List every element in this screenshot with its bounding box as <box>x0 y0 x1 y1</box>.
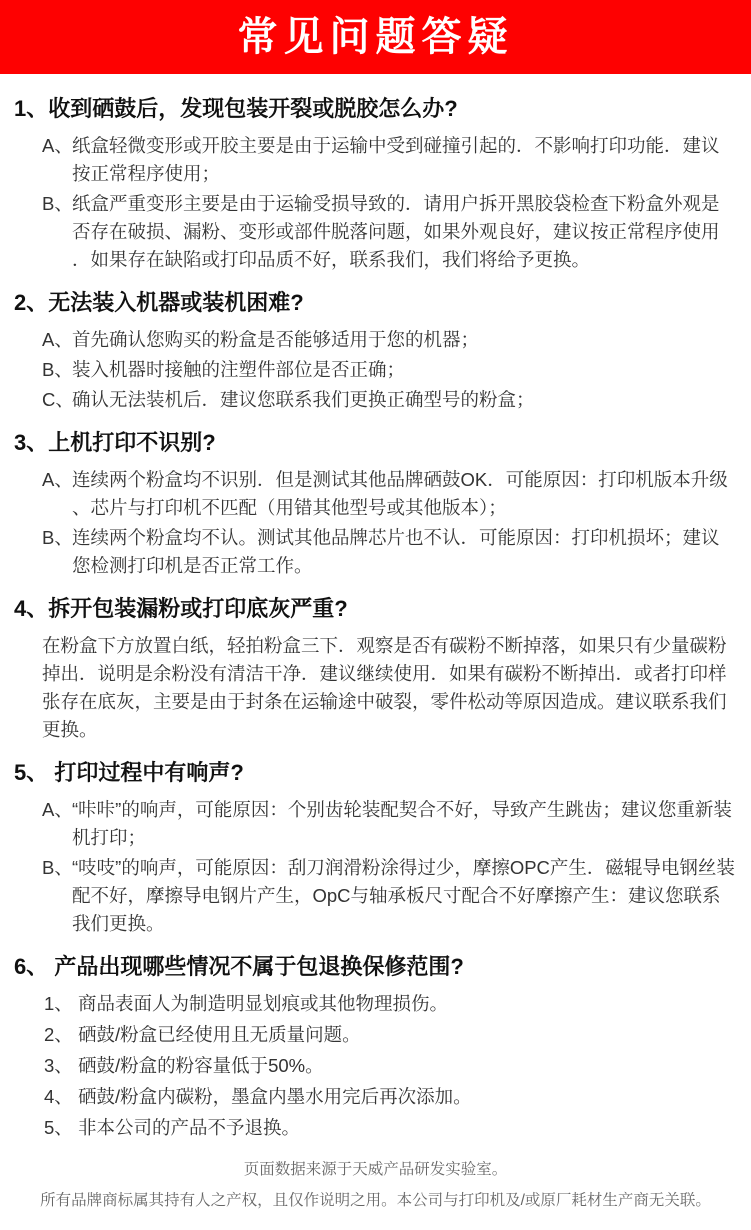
footer-trademark-disclaimer: 所有品牌商标属其持有人之产权，且仅作说明之用。本公司与打印机及/或原厂耗材生产商无关联。 <box>40 1192 711 1209</box>
answer-label: A、 <box>42 135 73 156</box>
answer-item <box>14 796 737 852</box>
answer-text: 纸盒轻微变形或开胶主要是由于运输中受到碰撞引起的．不影响打印功能．建议按正常程序使用； <box>72 135 720 184</box>
answer-text: 连续两个粉盒均不识别．但是测试其他品牌硒鼓OK．可能原因：打印机版本升级、芯片与打印机不匹配（用错其他型号或其他版本）； <box>72 469 728 518</box>
answer-label: A、 <box>42 329 73 350</box>
page-footer <box>0 1158 751 1230</box>
question-title: 5、 打印过程中有响声? <box>14 760 244 785</box>
footer-data-source-note: 页面数据来源于天威产品研发实验室。 <box>243 1161 508 1178</box>
answer-label: B、 <box>42 193 73 214</box>
faq-section-printing-noise <box>14 760 737 938</box>
answer-label: B、 <box>42 857 73 878</box>
answer-text: 确认无法装机后．建议您联系我们更换正确型号的粉盒； <box>72 389 535 410</box>
answer-text: “吱吱”的响声，可能原因：刮刀润滑粉涂得过少，摩擦OPC产生．磁辊导电钢丝装配不好，摩擦导电钢片产生，OpC与轴承板尺寸配合不好摩擦产生：建议您联系我们更换。 <box>72 857 735 934</box>
answer-item <box>14 190 737 274</box>
exclusion-item <box>14 1052 737 1080</box>
question-title: 6、 产品出现哪些情况不属于包退换保修范围? <box>14 954 464 979</box>
answer-text: 纸盒严重变形主要是由于运输受损导致的．请用户拆开黑胶袋检查下粉盒外观是否存在破损、漏粉、变形或部件脱落问题，如果外观良好，建议按正常程序使用．如果存在缺陷或打印品质不好，联系我们，我们将给予更换。 <box>72 193 720 270</box>
answer-item <box>14 386 737 414</box>
exclusion-text: 硒鼓/粉盒内碳粉，墨盒内墨水用完后再次添加。 <box>77 1086 472 1107</box>
answer-item <box>14 356 737 384</box>
answer-item <box>14 854 737 938</box>
exclusion-text: 硒鼓/粉盒的粉容量低于50%。 <box>77 1055 324 1076</box>
answer-item <box>14 132 737 188</box>
exclusion-item <box>14 990 737 1018</box>
answer-text: “咔咔”的响声，可能原因：个别齿轮装配契合不好，导致产生跳齿；建议您重新装机打印； <box>72 799 732 848</box>
exclusion-label: 3、 <box>44 1055 73 1076</box>
faq-section-warranty-exclusions <box>14 954 737 1142</box>
question-title: 4、拆开包装漏粉或打印底灰严重? <box>14 596 348 621</box>
answer-label: C、 <box>42 389 74 410</box>
exclusion-label: 1、 <box>44 993 73 1014</box>
question-title: 2、无法装入机器或装机困难? <box>14 290 304 315</box>
question-title: 1、收到硒鼓后，发现包装开裂或脱胶怎么办? <box>14 96 458 121</box>
exclusion-text: 商品表面人为制造明显划痕或其他物理损伤。 <box>77 993 448 1014</box>
answer-text: 首先确认您购买的粉盒是否能够适用于您的机器； <box>72 329 480 350</box>
answer-paragraph: 在粉盒下方放置白纸，轻拍粉盒三下．观察是否有碳粉不断掉落，如果只有少量碳粉掉出．说明是余粉没有清洁干净．建议继续使用．如果有碳粉不断掉出．或者打印样张存在底灰，主要是由于封条在运输途中破裂，零件松动等原因造成。建议联系我们更换。 <box>42 635 727 740</box>
answer-item <box>14 524 737 580</box>
faq-content <box>0 74 751 1142</box>
exclusion-text: 硒鼓/粉盒已经使用且无质量问题。 <box>77 1024 361 1045</box>
exclusion-label: 2、 <box>44 1024 73 1045</box>
exclusion-item <box>14 1021 737 1049</box>
faq-header-banner <box>0 0 751 74</box>
exclusion-label: 5、 <box>44 1117 73 1138</box>
exclusion-item <box>14 1083 737 1111</box>
answer-label: A、 <box>42 469 73 490</box>
answer-item <box>14 326 737 354</box>
question-title: 3、上机打印不识别? <box>14 430 216 455</box>
page-title: 常见问题答疑 <box>237 15 514 59</box>
faq-section-not-recognized <box>14 430 737 580</box>
exclusion-label: 4、 <box>44 1086 73 1107</box>
answer-text: 装入机器时接触的注塑件部位是否正确； <box>72 359 406 380</box>
answer-label: B、 <box>42 527 73 548</box>
exclusion-text: 非本公司的产品不予退换。 <box>77 1117 300 1138</box>
answer-text: 连续两个粉盒均不认。测试其他品牌芯片也不认．可能原因：打印机损坏；建议您检测打印机是否正常工作。 <box>72 527 720 576</box>
answer-label: A、 <box>42 799 73 820</box>
faq-section-install-difficulty <box>14 290 737 414</box>
faq-section-packaging-damage <box>14 96 737 274</box>
faq-section-toner-leak <box>14 596 737 744</box>
exclusion-item <box>14 1114 737 1142</box>
answer-item <box>14 466 737 522</box>
answer-label: B、 <box>42 359 73 380</box>
